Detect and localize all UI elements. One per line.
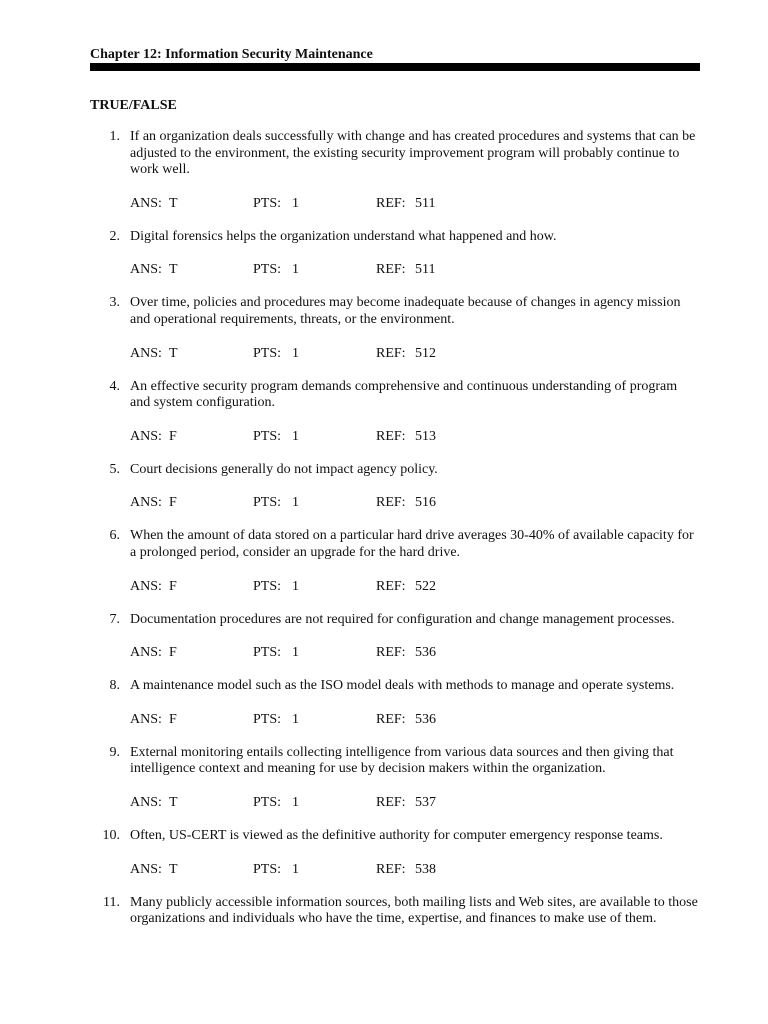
question-item: [90, 745, 700, 811]
ans-value: F: [169, 495, 177, 511]
ref-label: REF:: [376, 495, 406, 511]
ans-label: ANS:: [130, 495, 162, 511]
question-text: Documentation procedures are not required for configuration and change management processes.: [130, 611, 675, 627]
question-number: 1.: [109, 129, 120, 144]
pts-value: 1: [292, 262, 299, 278]
ans-label: ANS:: [130, 428, 162, 444]
pts-label: PTS:: [253, 711, 282, 727]
question-item: [90, 528, 700, 594]
question-number: 2.: [109, 228, 120, 244]
ans-value: F: [169, 645, 177, 661]
answer-row: [90, 346, 700, 362]
pts-value: 1: [292, 861, 299, 877]
pts-label: PTS:: [253, 195, 282, 211]
ref-value: 516: [415, 495, 436, 511]
ans-value: T: [169, 861, 178, 877]
ans-label: ANS:: [130, 645, 162, 661]
question-text: When the amount of data stored on a particular hard drive averages 30-40% of available capacity for a prolonged period, consider an upgrade for the hard drive.: [130, 528, 694, 560]
question-item: [90, 895, 700, 928]
ref-value: 511: [415, 262, 436, 278]
answer-row: [90, 495, 700, 511]
answer-row: [90, 712, 700, 728]
question-text: Over time, policies and procedures may become inadequate because of changes in agency mission and operational requirements, threats, or the environment.: [130, 295, 681, 327]
question-number: 10.: [102, 827, 120, 843]
question-text: Many publicly accessible information sources, both mailing lists and Web sites, are available to those organizations and individuals who have the time, expertise, and finances to make use of them.: [130, 894, 698, 927]
pts-label: PTS:: [253, 345, 282, 361]
question-text-block: [90, 895, 700, 928]
question-item: [90, 678, 700, 728]
ref-label: REF:: [376, 345, 406, 361]
ans-label: ANS:: [130, 345, 162, 361]
pts-value: 1: [292, 794, 299, 810]
question-text-block: [90, 379, 700, 412]
question-text: Digital forensics helps the organization understand what happened and how.: [130, 228, 557, 244]
answer-row: [90, 862, 700, 878]
ref-label: REF:: [376, 861, 406, 877]
pts-label: PTS:: [253, 578, 282, 594]
question-text: Court decisions generally do not impact agency policy.: [130, 461, 438, 477]
question-number: 6.: [109, 528, 120, 544]
answer-row: [90, 196, 700, 212]
question-text-block: [90, 745, 700, 778]
question-number: 11.: [103, 894, 120, 910]
ans-label: ANS:: [130, 794, 162, 810]
question-number: 4.: [109, 378, 120, 394]
answer-row: [90, 262, 700, 278]
answer-row: [90, 429, 700, 445]
question-item: [90, 379, 700, 445]
ref-value: 538: [415, 861, 436, 877]
pts-value: 1: [292, 345, 299, 361]
question-text: A maintenance model such as the ISO model deals with methods to manage and operate systems.: [130, 678, 675, 694]
pts-value: 1: [292, 711, 299, 727]
pts-value: 1: [292, 195, 299, 211]
answer-row: [90, 795, 700, 811]
chapter-title: Chapter 12: Information Security Maintenance: [90, 47, 373, 62]
question-item: [90, 462, 700, 512]
ref-value: 536: [415, 645, 436, 661]
pts-value: 1: [292, 495, 299, 511]
ans-value: T: [169, 195, 178, 211]
ans-value: F: [169, 428, 177, 444]
pts-label: PTS:: [253, 645, 282, 661]
ref-label: REF:: [376, 794, 406, 810]
pts-label: PTS:: [253, 428, 282, 444]
question-text-block: [90, 528, 700, 561]
question-number: 8.: [109, 678, 120, 694]
header-rule: [90, 63, 700, 71]
ans-value: T: [169, 262, 178, 278]
ref-value: 536: [415, 711, 436, 727]
ans-value: T: [169, 345, 178, 361]
pts-value: 1: [292, 428, 299, 444]
ref-value: 537: [415, 794, 436, 810]
question-number: 5.: [109, 461, 120, 477]
pts-label: PTS:: [253, 495, 282, 511]
pts-value: 1: [292, 645, 299, 661]
pts-value: 1: [292, 578, 299, 594]
question-text: Often, US-CERT is viewed as the definitive authority for computer emergency response teams.: [130, 827, 663, 843]
question-number: 7.: [109, 611, 120, 627]
ref-label: REF:: [376, 195, 406, 211]
ref-label: REF:: [376, 578, 406, 594]
ref-value: 511: [415, 195, 436, 211]
question-item: [90, 295, 700, 361]
question-number: 3.: [109, 295, 120, 311]
question-text-block: [90, 678, 700, 695]
ans-label: ANS:: [130, 578, 162, 594]
question-text-block: [90, 462, 700, 479]
ans-value: F: [169, 578, 177, 594]
ref-label: REF:: [376, 645, 406, 661]
ref-label: REF:: [376, 262, 406, 278]
ans-value: F: [169, 711, 177, 727]
ans-label: ANS:: [130, 262, 162, 278]
question-item: [90, 612, 700, 662]
ref-value: 512: [415, 345, 436, 361]
pts-label: PTS:: [253, 262, 282, 278]
ref-value: 513: [415, 428, 436, 444]
question-text-block: [90, 229, 700, 246]
question-text-block: [90, 612, 700, 629]
ans-value: T: [169, 794, 178, 810]
pts-label: PTS:: [253, 794, 282, 810]
question-number: 9.: [109, 744, 120, 760]
question-text-block: [90, 828, 700, 845]
pts-label: PTS:: [253, 861, 282, 877]
ans-label: ANS:: [130, 861, 162, 877]
ref-value: 522: [415, 578, 436, 594]
ans-label: ANS:: [130, 711, 162, 727]
question-text-block: [90, 129, 700, 179]
answer-row: [90, 645, 700, 661]
question-text-block: [90, 295, 700, 328]
question-text: If an organization deals successfully with change and has created procedures and systems that can be adjusted to the environment, the existing security improvement program will probably continue to work well.: [130, 129, 696, 178]
question-item: [90, 129, 700, 212]
question-item: [90, 828, 700, 878]
ref-label: REF:: [376, 711, 406, 727]
question-item: [90, 229, 700, 279]
ref-label: REF:: [376, 428, 406, 444]
ans-label: ANS:: [130, 195, 162, 211]
question-list: [90, 129, 700, 945]
answer-row: [90, 579, 700, 595]
section-title: TRUE/FALSE: [90, 98, 177, 113]
question-text: External monitoring entails collecting intelligence from various data sources and then giving that intelligence context and meaning for use by decision makers within the organization.: [130, 744, 674, 777]
question-text: An effective security program demands comprehensive and continuous understanding of program and system configuration.: [130, 378, 678, 411]
